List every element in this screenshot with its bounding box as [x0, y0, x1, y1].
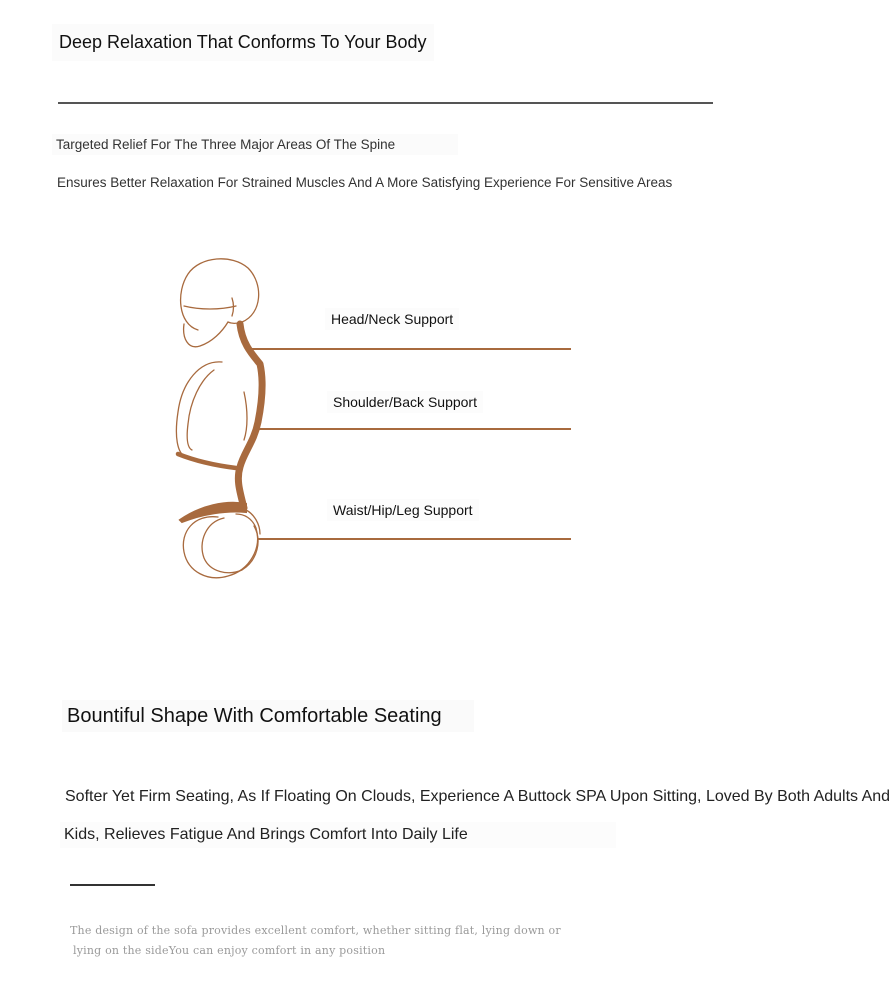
title-divider: [58, 102, 713, 104]
comfort-footnote: [70, 921, 570, 961]
spine-support-figure-icon: [170, 252, 280, 587]
seating-description-line-2: Kids, Relieves Fatigue And Brings Comfort Into Daily Life: [60, 822, 616, 848]
waist-hip-leg-callout: Waist/Hip/Leg Support: [327, 499, 479, 521]
head-neck-line: [248, 348, 571, 350]
section-divider: [70, 884, 155, 886]
seating-description-line-1: Softer Yet Firm Seating, As If Floating On Clouds, Experience A Buttock SPA Upon Sitting, Loved By Both Adults And: [65, 788, 890, 805]
page-title: Deep Relaxation That Conforms To Your Body: [52, 24, 434, 61]
footnote-line-2: lying on the sideYou can enjoy comfort in any position: [73, 944, 386, 957]
waist-hip-leg-line: [258, 538, 571, 540]
shoulder-back-callout: Shoulder/Back Support: [327, 391, 483, 413]
head-neck-callout: Head/Neck Support: [325, 308, 459, 330]
spine-areas-subtitle: Targeted Relief For The Three Major Areas Of The Spine: [52, 134, 458, 155]
footnote-line-1: The design of the sofa provides excellent comfort, whether sitting flat, lying down or: [70, 924, 561, 937]
relaxation-description: Ensures Better Relaxation For Strained Muscles And A More Satisfying Experience For Sensitive Areas: [57, 175, 673, 190]
section-title: Bountiful Shape With Comfortable Seating: [62, 700, 474, 732]
shoulder-back-line: [258, 428, 571, 430]
